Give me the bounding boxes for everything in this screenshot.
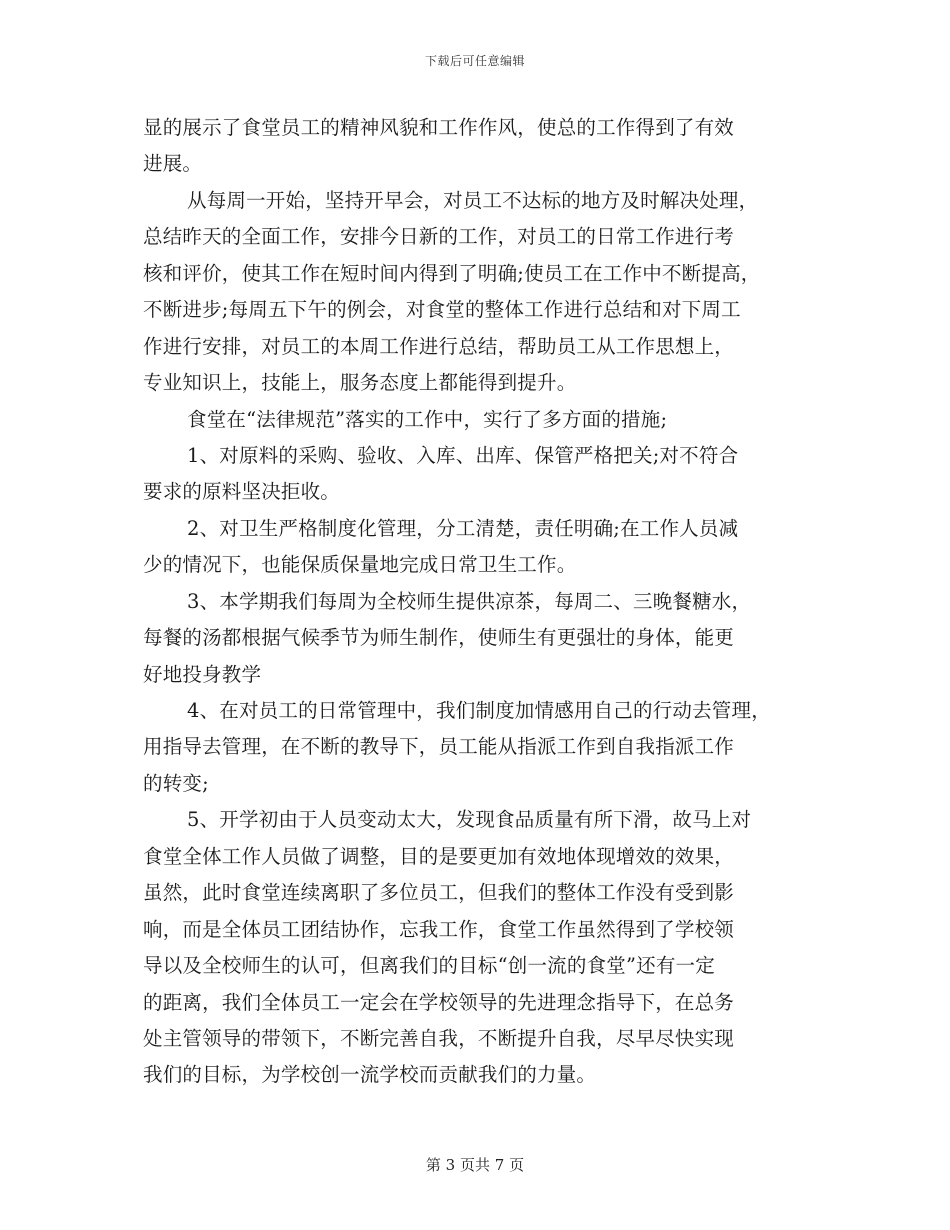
text-line: 的距离，我们全体员工一定会在学校领导的先进理念指导下，在总务 (143, 990, 735, 1014)
text-line: 食堂在“法律规范”落实的工作中，实行了多方面的措施; (187, 407, 668, 431)
text-line: 要求的原料坚决拒收。 (143, 480, 341, 504)
page-footer: 第 3 页共 7 页 (425, 1156, 525, 1174)
text-line: 显的展示了食堂员工的精神风貌和工作作风，使总的工作得到了有效 (143, 116, 735, 139)
text-line: 响，而是全体员工团结协作，忘我工作，食堂工作虽然得到了学校领 (143, 917, 735, 941)
page-header: 下载后可任意编辑 (424, 54, 525, 68)
text-line: 我们的目标，为学校创一流学校而贡献我们的力量。 (143, 1063, 597, 1087)
text-line: 核和评价，使其工作在短时间内得到了明确;使员工在工作中不断提高， (143, 261, 761, 285)
text-line: 每餐的汤都根据气候季节为师生制作，使师生有更强壮的身体，能更 (143, 626, 735, 650)
text-line: 不断进步;每周五下午的例会，对食堂的整体工作进行总结和对下周工 (143, 298, 741, 322)
text-line: 总结昨天的全面工作，安排今日新的工作，对员工的日常工作进行考 (143, 225, 735, 249)
text-line: 专业知识上，技能上，服务态度上都能得到提升。 (143, 371, 577, 395)
text-line: 少的情况下，也能保质保量地完成日常卫生工作。 (143, 553, 577, 577)
text-line: 从每周一开始，坚持开早会，对员工不达标的地方及时解决处理， (187, 188, 759, 212)
text-line: 2、对卫生严格制度化管理，分工清楚，责任明确;在工作人员减 (187, 516, 739, 540)
text-line: 5、开学初由于人员变动太大，发现食品质量有所下滑，故马上对 (187, 808, 752, 832)
text-line: 作进行安排，对员工的本周工作进行总结，帮助员工从工作思想上， (143, 334, 735, 358)
text-line: 的转变; (143, 771, 209, 795)
text-line: 用指导去管理，在不断的教导下，员工能从指派工作到自我指派工作 (143, 735, 735, 759)
text-line: 1、对原料的采购、验收、入库、出库、保管严格把关;对不符合 (187, 443, 739, 467)
text-line: 3、本学期我们每周为全校师生提供凉茶，每周二、三晚餐糖水， (187, 589, 752, 613)
text-line: 进展。 (143, 152, 203, 176)
text-line: 4、在对员工的日常管理中，我们制度加情感用自己的行动去管理， (187, 699, 771, 722)
text-line: 虽然，此时食堂连续离职了多位员工，但我们的整体工作没有受到影 (143, 881, 735, 905)
text-line: 好地投身教学 (143, 662, 262, 686)
text-line: 食堂全体工作人员做了调整，目的是要更加有效地体现增效的效果， (143, 844, 735, 868)
document-body (143, 110, 808, 1094)
text-line: 处主管领导的带领下，不断完善自我，不断提升自我，尽早尽快实现 (143, 1026, 735, 1050)
text-line: 导以及全校师生的认可，但离我们的目标“创一流的食堂”还有一定 (143, 954, 715, 978)
